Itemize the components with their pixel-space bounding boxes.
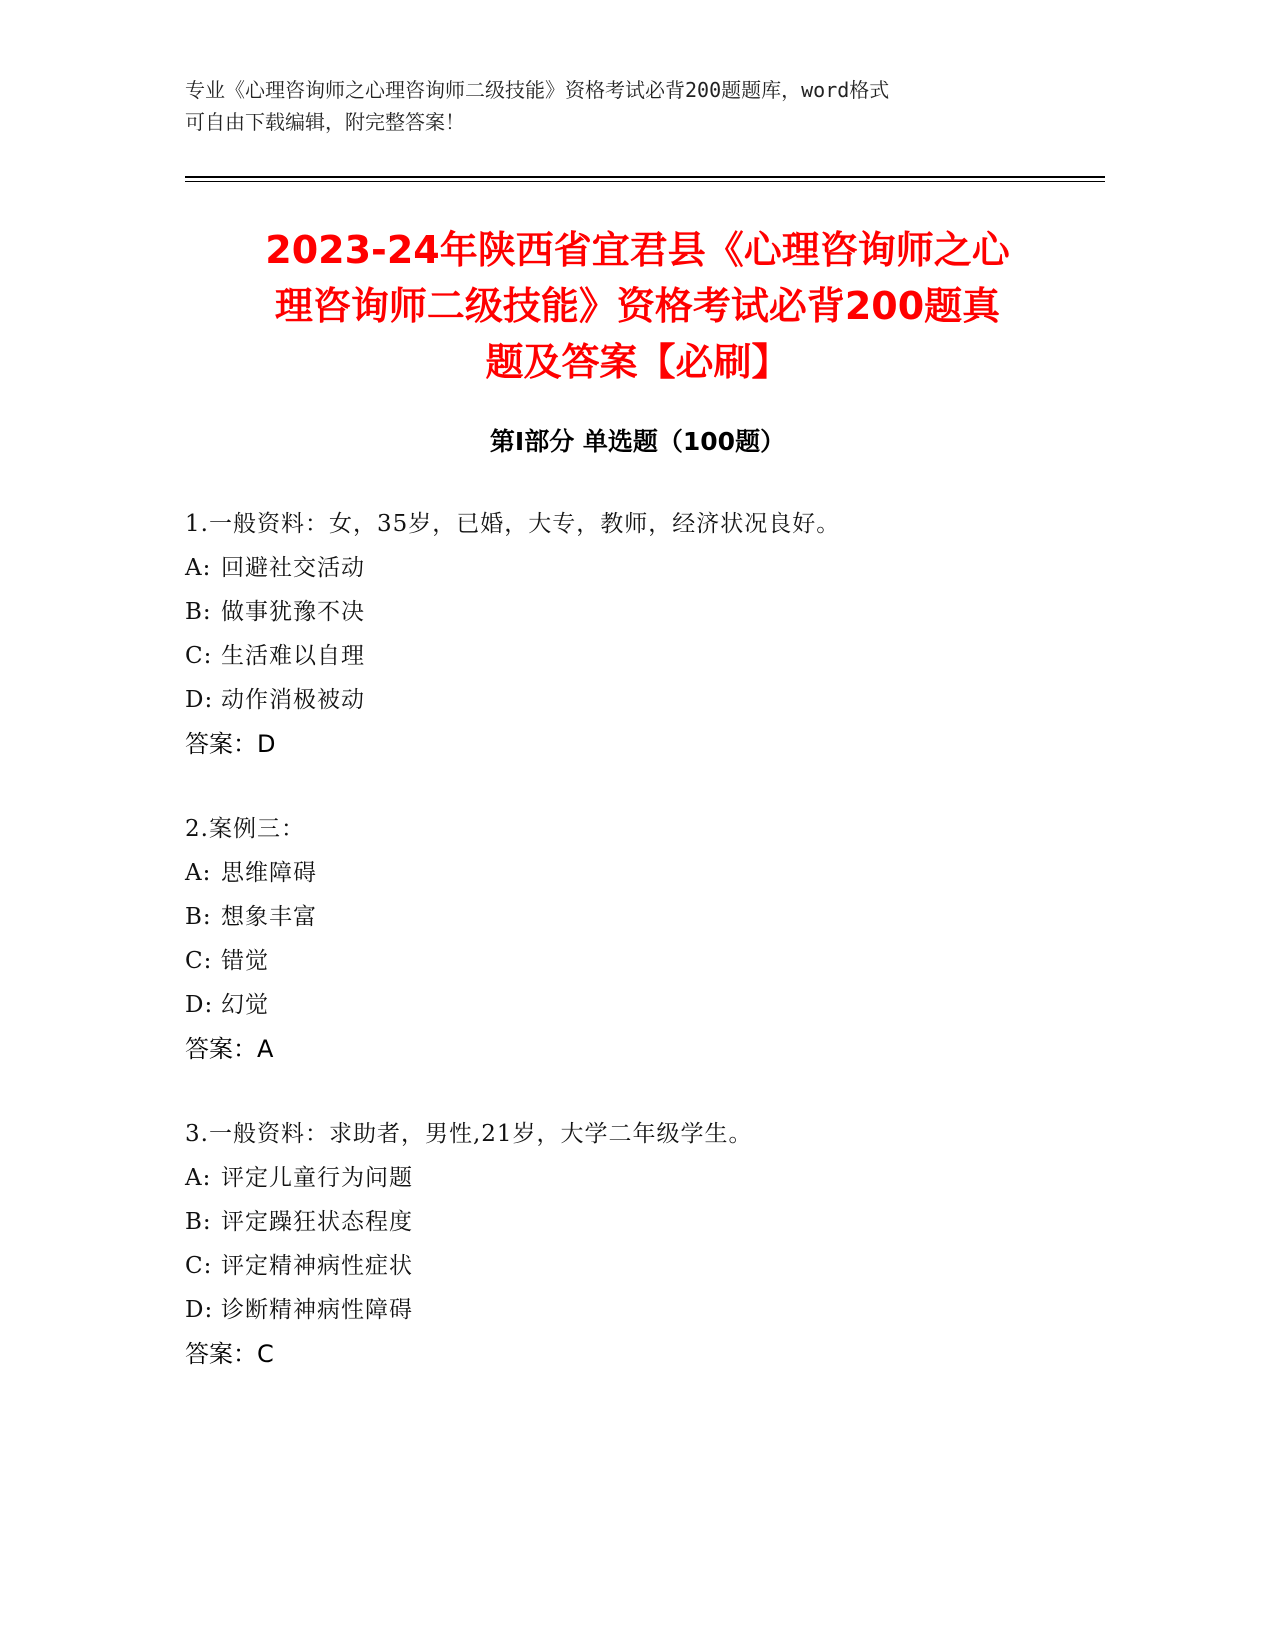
document-title [185, 222, 1090, 390]
option-d [185, 678, 1085, 722]
option-label: C: [185, 948, 213, 974]
option-label: D: [185, 1297, 214, 1323]
document-title-line-3: 题及答案【必刷】 [485, 340, 790, 384]
option-text: 想象丰富 [221, 904, 317, 930]
header-note-line-2: 可自由下载编辑，附完整答案！ [185, 110, 465, 134]
answer-text: 答案：C [185, 1340, 274, 1368]
option-label: B: [185, 599, 212, 625]
option-label: A: [185, 860, 212, 886]
option-text: 做事犹豫不决 [221, 599, 365, 625]
question-1 [185, 502, 1085, 766]
option-text: 评定躁狂状态程度 [221, 1209, 413, 1235]
option-label: C: [185, 1253, 213, 1279]
option-label: C: [185, 643, 213, 669]
option-label: D: [185, 992, 214, 1018]
header-divider-thin [185, 181, 1105, 182]
option-a [185, 851, 1085, 895]
option-d [185, 1288, 1085, 1332]
option-label: A: [185, 1165, 212, 1191]
option-a [185, 1156, 1085, 1200]
option-text: 错觉 [221, 948, 269, 974]
option-c [185, 939, 1085, 983]
question-stem: 3.一般资料：求助者，男性,21岁，大学二年级学生。 [185, 1121, 753, 1147]
option-text: 回避社交活动 [221, 555, 365, 581]
option-c [185, 634, 1085, 678]
answer-text: 答案：A [185, 1035, 274, 1063]
option-text: 评定精神病性症状 [221, 1253, 413, 1279]
question-stem: 1.一般资料：女，35岁，已婚，大专，教师，经济状况良好。 [185, 511, 841, 537]
option-b [185, 895, 1085, 939]
option-text: 诊断精神病性障碍 [221, 1297, 413, 1323]
document-title-line-1: 2023-24年陕西省宜君县《心理咨询师之心 [265, 228, 1010, 272]
document-title-line-2: 理咨询师二级技能》资格考试必背200题真 [274, 284, 1001, 328]
header-note [185, 74, 1045, 138]
section-title: 第Ⅰ部分 单选题（100题） [489, 427, 786, 456]
option-text: 幻觉 [221, 992, 269, 1018]
option-label: B: [185, 904, 212, 930]
answer-text: 答案：D [185, 730, 276, 758]
question-2 [185, 807, 1085, 1071]
header-note-line-1: 专业《心理咨询师之心理咨询师二级技能》资格考试必背200题题库，word格式 [185, 78, 890, 102]
option-label: D: [185, 687, 214, 713]
option-c [185, 1244, 1085, 1288]
option-text: 思维障碍 [221, 860, 317, 886]
option-b [185, 590, 1085, 634]
option-a [185, 546, 1085, 590]
option-label: B: [185, 1209, 212, 1235]
header-divider-thick [185, 176, 1105, 178]
option-text: 生活难以自理 [221, 643, 365, 669]
option-d [185, 983, 1085, 1027]
question-stem: 2.案例三： [185, 816, 305, 842]
option-text: 评定儿童行为问题 [221, 1165, 413, 1191]
option-label: A: [185, 555, 212, 581]
question-3 [185, 1112, 1085, 1376]
option-text: 动作消极被动 [221, 687, 365, 713]
option-b [185, 1200, 1085, 1244]
